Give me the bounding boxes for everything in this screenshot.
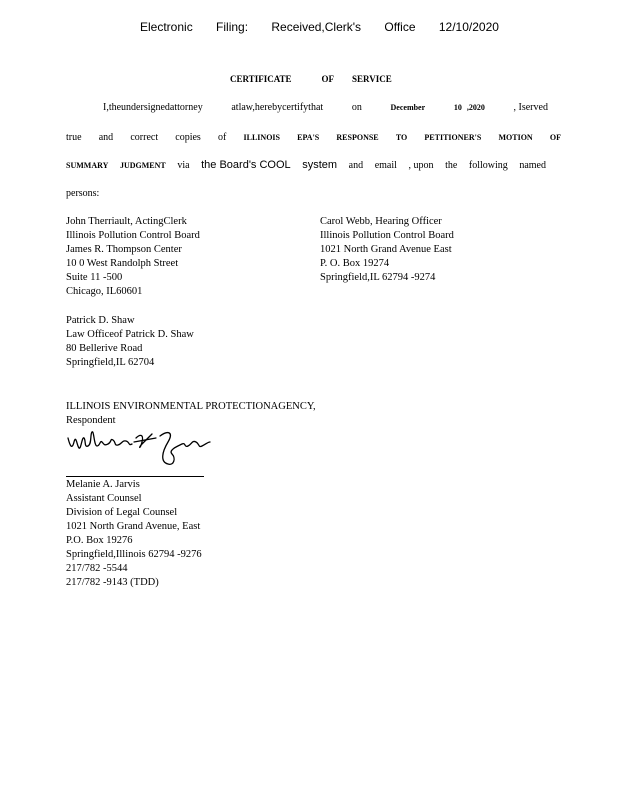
header-part: Electronic (140, 20, 193, 34)
signer-line: P.O. Box 19276 (66, 535, 133, 546)
para-word: via (177, 160, 190, 171)
address-line: Carol Webb, Hearing Officer (320, 216, 442, 227)
signer-line: Division of Legal Counsel (66, 507, 178, 518)
electronic-filing-header (140, 20, 499, 34)
para-word: OF (549, 133, 561, 142)
para-word: ,2020 (466, 103, 485, 112)
header-part: Received,Clerk's (271, 20, 362, 34)
paragraph-line-4: persons: (66, 188, 100, 199)
para-word: the Board's COOL (201, 159, 291, 171)
address-line: Illinois Pollution Control Board (320, 230, 454, 241)
agency-name: ILLINOIS ENVIRONMENTAL PROTECTIONAGENCY, (66, 401, 316, 412)
address-block-shaw (66, 314, 194, 370)
agency-role: Respondent (66, 415, 116, 426)
title-word: CERTIFICATE (230, 74, 292, 84)
para-word: MOTION (498, 133, 533, 142)
para-word: 10 (453, 103, 462, 112)
para-word: of (218, 132, 227, 143)
address-line: P. O. Box 19274 (320, 258, 390, 269)
para-word: following (468, 160, 508, 171)
signer-line: Melanie A. Jarvis (66, 479, 140, 490)
signer-block (66, 478, 202, 590)
para-word: RESPONSE (336, 133, 379, 142)
header-part: Office (384, 20, 416, 34)
handwritten-signature (64, 424, 214, 470)
para-word: system (302, 159, 338, 171)
para-word: named (519, 160, 546, 171)
address-line: Illinois Pollution Control Board (66, 230, 200, 241)
signer-line: Assistant Counsel (66, 493, 142, 504)
para-word: on (351, 102, 362, 113)
address-line: Patrick D. Shaw (66, 315, 135, 326)
para-word: December (390, 103, 426, 112)
address-line: Springfield,IL 62704 (66, 357, 155, 368)
para-word: EPA'S (297, 133, 320, 142)
para-word: correct (130, 132, 159, 143)
address-line: 80 Bellerive Road (66, 343, 143, 354)
para-word: , upon (408, 160, 434, 171)
para-word: email (374, 160, 397, 171)
signer-line: 1021 North Grand Avenue, East (66, 521, 201, 532)
signature-line (66, 476, 204, 477)
para-word: I,theundersignedattorney (103, 102, 203, 113)
title-word: OF (321, 74, 335, 84)
para-word: and (98, 132, 114, 143)
address-line: Suite 11 -500 (66, 272, 123, 283)
address-line: Springfield,IL 62794 -9274 (320, 272, 436, 283)
paragraph-line-3 (66, 159, 546, 171)
paragraph-line-2 (66, 132, 561, 143)
para-word: PETITIONER'S (424, 133, 482, 142)
address-block-hearing-officer (320, 215, 454, 285)
para-word: SUMMARY (66, 161, 109, 170)
address-line: 10 0 West Randolph Street (66, 258, 179, 269)
address-line: 1021 North Grand Avenue East (320, 244, 452, 255)
signer-line: Springfield,Illinois 62794 -9276 (66, 549, 202, 560)
address-line: Chicago, IL60601 (66, 286, 143, 297)
para-word: copies (175, 132, 201, 143)
address-line: John Therriault, ActingClerk (66, 216, 187, 227)
para-word: and (348, 160, 364, 171)
para-word: true (66, 132, 82, 143)
title-word: SERVICE (352, 74, 392, 84)
signer-line: 217/782 -5544 (66, 563, 128, 574)
para-word: TO (395, 133, 408, 142)
signer-line: 217/782 -9143 (TDD) (66, 577, 159, 588)
para-word: ILLINOIS (243, 133, 280, 142)
para-word: atlaw,herebycertifythat (231, 102, 324, 113)
certificate-title (230, 74, 392, 84)
para-word: , Iserved (513, 102, 548, 113)
address-block-clerk (66, 215, 200, 299)
para-word: the (445, 160, 458, 171)
address-line: Law Officeof Patrick D. Shaw (66, 329, 194, 340)
header-part: Filing: (216, 20, 249, 34)
para-word: JUDGMENT (119, 161, 166, 170)
address-line: James R. Thompson Center (66, 244, 182, 255)
paragraph-line-1 (103, 102, 548, 113)
header-date: 12/10/2020 (438, 20, 499, 34)
